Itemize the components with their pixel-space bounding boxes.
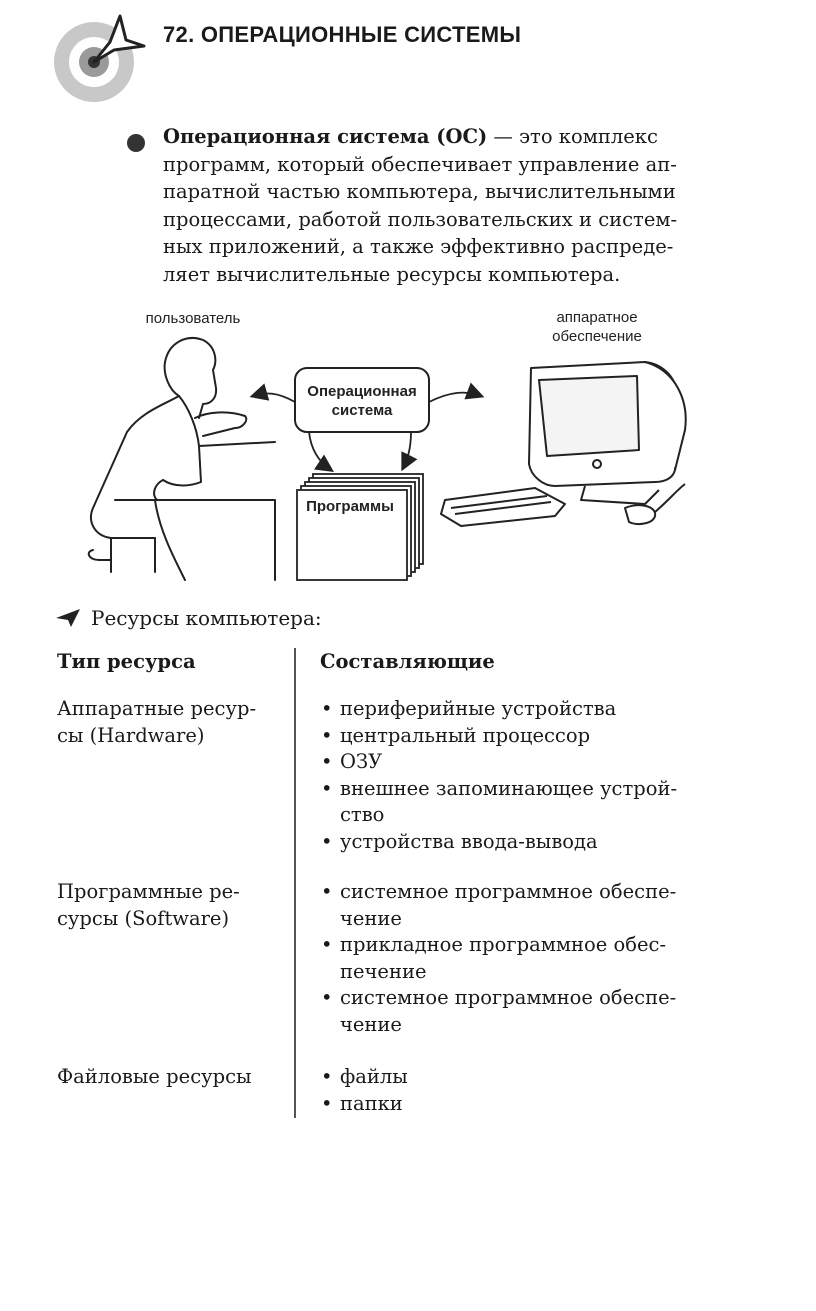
arrow-to-user-icon — [253, 394, 295, 402]
hardware-components-list — [318, 696, 677, 855]
list-item-text: внешнее запоминающее устрой- — [340, 776, 678, 800]
list-item — [318, 749, 677, 776]
arrow-to-programs-icon — [309, 432, 331, 470]
list-item-text: периферийные устройства — [340, 697, 617, 720]
bullet: • — [321, 723, 333, 747]
list-item-text: системное программное обеспе- — [340, 880, 677, 903]
list-item-text: печение — [340, 959, 427, 983]
list-item-text: чение — [340, 906, 402, 930]
programs-label: Программы — [306, 498, 394, 515]
definition-line: — это комплекс — [493, 125, 658, 148]
bullet: • — [321, 986, 333, 1009]
definition-term: Операционная система (ОС) — [163, 125, 488, 148]
resource-type-files — [57, 1064, 252, 1091]
bullet: • — [321, 750, 333, 773]
list-item-text: устройства ввода-вывода — [340, 829, 598, 853]
bullet-dot-icon — [127, 134, 145, 152]
target-arrow-logo-icon — [52, 12, 148, 108]
software-components-list — [318, 879, 676, 1038]
resource-type-software — [57, 879, 240, 932]
list-item — [318, 829, 677, 856]
bullet: • — [321, 697, 333, 720]
resource-type-line: сурсы (Software) — [57, 906, 230, 930]
resource-type-line: Файловые ресурсы — [57, 1065, 252, 1088]
bullet: • — [321, 1065, 333, 1088]
person-at-desk-icon — [89, 338, 275, 580]
os-illustration — [85, 300, 705, 590]
definition-line: процессами, работой пользовательских и систем- — [163, 207, 678, 231]
arrow-to-hardware-icon — [429, 393, 481, 402]
arrow-to-programs-icon — [403, 432, 411, 468]
list-item — [318, 696, 677, 723]
list-item-text: системное программное обеспе- — [340, 986, 677, 1009]
bullet: • — [321, 933, 333, 956]
resource-type-line: Программные ре- — [57, 880, 240, 903]
resource-type-hardware — [57, 696, 256, 749]
resources-heading-text: Ресурсы компьютера: — [91, 606, 322, 630]
list-item — [318, 1064, 408, 1091]
bullet: • — [321, 1091, 333, 1115]
list-item — [318, 932, 676, 985]
list-item-text: прикладное программное обес- — [340, 933, 667, 956]
file-components-list — [318, 1064, 408, 1117]
list-item-text: ство — [340, 803, 385, 826]
list-item — [318, 985, 676, 1038]
page-title: 72. ОПЕРАЦИОННЫЕ СИСТЕМЫ — [163, 22, 522, 47]
list-item — [318, 723, 677, 750]
os-label: Операционная — [307, 383, 417, 400]
computer-icon — [441, 362, 686, 526]
list-item-text: центральный процессор — [340, 723, 591, 747]
bullet: • — [321, 776, 333, 800]
definition-line: ных приложений, а также эффективно распреде- — [163, 235, 674, 258]
list-item — [318, 1091, 408, 1118]
hardware-label: аппаратное — [556, 309, 638, 326]
programs-stack-icon — [297, 474, 423, 580]
definition-line: паратной частью компьютера, вычислительными — [163, 180, 676, 203]
list-item — [318, 879, 676, 932]
resources-heading — [55, 606, 322, 630]
column-header-type: Тип ресурса — [57, 650, 196, 673]
list-item-text: файлы — [340, 1065, 408, 1088]
os-label: система — [331, 402, 393, 419]
resource-type-line: Аппаратные ресур- — [57, 697, 257, 720]
list-item-text: папки — [340, 1091, 403, 1115]
list-item-text: чение — [340, 1012, 402, 1036]
definition-line: ляет вычислительные ресурсы компьютера. — [163, 262, 621, 286]
resource-type-line: сы (Hardware) — [57, 723, 205, 747]
bullet: • — [321, 829, 333, 853]
user-label: пользователь — [145, 310, 241, 327]
pointer-arrow-icon — [55, 608, 81, 628]
list-item — [318, 776, 677, 829]
list-item-text: ОЗУ — [340, 750, 383, 773]
table-divider — [294, 648, 296, 1118]
hardware-label: обеспечение — [552, 328, 642, 345]
bullet: • — [321, 880, 333, 903]
os-box — [295, 368, 429, 432]
definition-paragraph — [163, 123, 723, 288]
definition-line: программ, который обеспечивает управление ап- — [163, 152, 677, 176]
column-header-components: Составляющие — [320, 650, 495, 673]
